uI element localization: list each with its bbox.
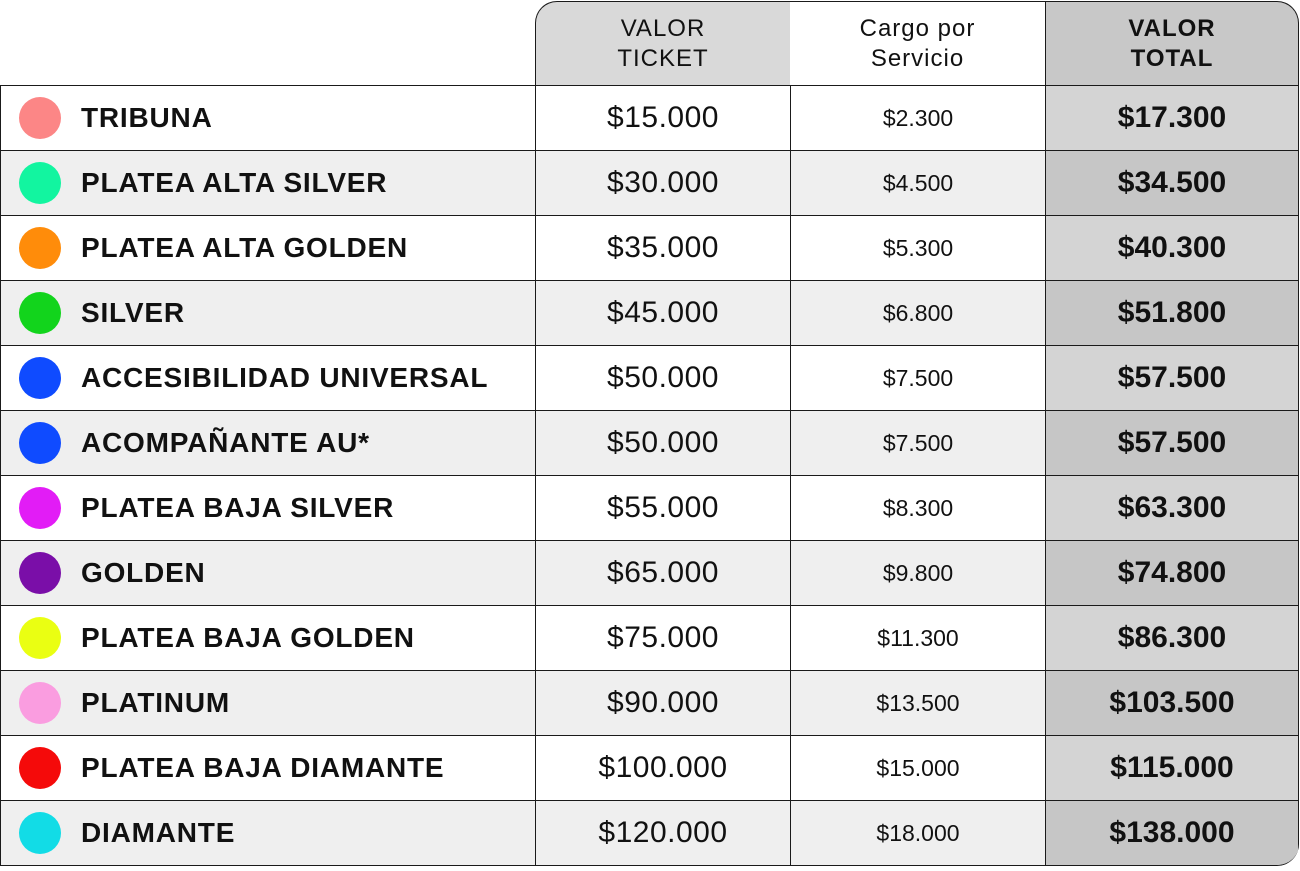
sector-color-dot-icon — [19, 617, 61, 659]
valor-ticket-cell: $90.000 — [535, 671, 790, 735]
cargo-servicio-cell: $7.500 — [790, 346, 1045, 410]
valor-total-cell: $63.300 — [1045, 476, 1299, 540]
valor-total-cell: $57.500 — [1045, 411, 1299, 475]
sector-color-dot-icon — [19, 162, 61, 204]
sector-label: PLATEA BAJA GOLDEN — [81, 622, 415, 653]
sector-color-dot-icon — [19, 357, 61, 399]
valor-ticket-cell: $35.000 — [535, 216, 790, 280]
valor-total-cell: $51.800 — [1045, 281, 1299, 345]
valor-ticket-cell: $15.000 — [535, 86, 790, 150]
valor-total-cell: $74.800 — [1045, 541, 1299, 605]
sector-label: PLATEA ALTA SILVER — [81, 167, 388, 198]
valor-ticket-cell: $65.000 — [535, 541, 790, 605]
sector-color-dot-icon — [19, 97, 61, 139]
sector-label: DIAMANTE — [81, 817, 236, 848]
valor-total-cell: $40.300 — [1045, 216, 1299, 280]
sector-cell — [0, 346, 535, 410]
header-valor-ticket-line1: VALOR — [620, 14, 706, 42]
table-row — [0, 215, 1299, 280]
sector-color-dot-icon — [19, 422, 61, 464]
table-row — [0, 540, 1299, 605]
valor-total-cell: $115.000 — [1045, 736, 1299, 800]
header-cargo-servicio — [790, 1, 1046, 85]
valor-ticket-cell: $30.000 — [535, 151, 790, 215]
sector-label: PLATEA ALTA GOLDEN — [81, 232, 409, 263]
sector-label: GOLDEN — [81, 557, 206, 588]
valor-ticket-cell: $100.000 — [535, 736, 790, 800]
header-valor-total-line2: TOTAL — [1130, 44, 1214, 72]
table-row — [0, 800, 1299, 866]
cargo-servicio-cell: $11.300 — [790, 606, 1045, 670]
sector-cell — [0, 281, 535, 345]
header-cargo-servicio-line2: Servicio — [870, 44, 965, 72]
sector-cell — [0, 606, 535, 670]
sector-cell — [0, 86, 535, 150]
sector-label: TRIBUNA — [81, 102, 213, 133]
cargo-servicio-cell: $6.800 — [790, 281, 1045, 345]
sector-label: ACCESIBILIDAD UNIVERSAL — [81, 362, 489, 393]
table-body — [0, 85, 1299, 866]
sector-color-dot-icon — [19, 747, 61, 789]
sector-cell — [0, 151, 535, 215]
sector-cell — [0, 671, 535, 735]
table-row — [0, 280, 1299, 345]
valor-total-cell: $34.500 — [1045, 151, 1299, 215]
sector-label: PLATEA BAJA DIAMANTE — [81, 752, 445, 783]
sector-color-dot-icon — [19, 812, 61, 854]
header-valor-ticket-line2: TICKET — [617, 44, 709, 72]
table-row — [0, 150, 1299, 215]
sector-cell — [0, 736, 535, 800]
cargo-servicio-cell: $7.500 — [790, 411, 1045, 475]
sector-label: PLATINUM — [81, 687, 230, 718]
sector-cell — [0, 216, 535, 280]
sector-label: PLATEA BAJA SILVER — [81, 492, 395, 523]
sector-label: SILVER — [81, 297, 185, 328]
table-row — [0, 670, 1299, 735]
table-row — [0, 605, 1299, 670]
cargo-servicio-cell: $13.500 — [790, 671, 1045, 735]
cargo-servicio-cell: $5.300 — [790, 216, 1045, 280]
sector-color-dot-icon — [19, 227, 61, 269]
cargo-servicio-cell: $8.300 — [790, 476, 1045, 540]
cargo-servicio-cell: $9.800 — [790, 541, 1045, 605]
sector-label: ACOMPAÑANTE AU* — [81, 427, 370, 458]
valor-total-cell: $103.500 — [1045, 671, 1299, 735]
cargo-servicio-cell: $15.000 — [790, 736, 1045, 800]
header-cargo-servicio-line1: Cargo por — [859, 14, 976, 42]
table-row — [0, 410, 1299, 475]
header-valor-ticket — [535, 1, 791, 85]
valor-total-cell: $17.300 — [1045, 86, 1299, 150]
sector-cell — [0, 801, 535, 865]
sector-color-dot-icon — [19, 552, 61, 594]
sector-cell — [0, 411, 535, 475]
valor-ticket-cell: $45.000 — [535, 281, 790, 345]
sector-color-dot-icon — [19, 292, 61, 334]
table-row — [0, 735, 1299, 800]
table-row — [0, 85, 1299, 150]
valor-total-cell: $138.000 — [1045, 801, 1299, 865]
cargo-servicio-cell: $18.000 — [790, 801, 1045, 865]
valor-ticket-cell: $50.000 — [535, 346, 790, 410]
valor-ticket-cell: $55.000 — [535, 476, 790, 540]
sector-cell — [0, 476, 535, 540]
table-row — [0, 345, 1299, 410]
header-valor-total — [1045, 1, 1299, 85]
valor-ticket-cell: $75.000 — [535, 606, 790, 670]
table-row — [0, 475, 1299, 540]
cargo-servicio-cell: $2.300 — [790, 86, 1045, 150]
valor-ticket-cell: $50.000 — [535, 411, 790, 475]
header-valor-total-line1: VALOR — [1128, 14, 1216, 42]
valor-ticket-cell: $120.000 — [535, 801, 790, 865]
valor-total-cell: $57.500 — [1045, 346, 1299, 410]
sector-color-dot-icon — [19, 682, 61, 724]
sector-color-dot-icon — [19, 487, 61, 529]
sector-cell — [0, 541, 535, 605]
valor-total-cell: $86.300 — [1045, 606, 1299, 670]
cargo-servicio-cell: $4.500 — [790, 151, 1045, 215]
